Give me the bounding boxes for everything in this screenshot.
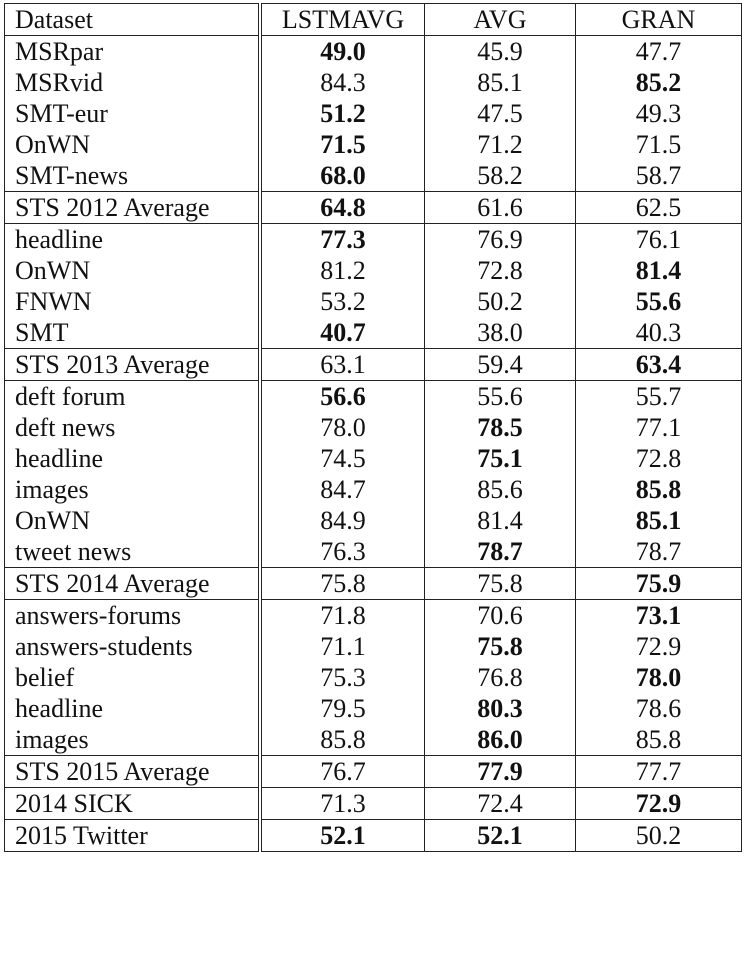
dataset-cell: OnWN [5,505,261,536]
lstmavg-score-cell: 85.8 [260,724,425,756]
header-avg: AVG [425,4,576,36]
dataset-cell: images [5,474,261,505]
dataset-cell: answers-forums [5,600,261,632]
gran-score-cell: 49.3 [576,98,742,129]
gran-score-cell: 85.8 [576,474,742,505]
gran-score-cell: 81.4 [576,255,742,286]
lstmavg-score-cell: 63.1 [260,349,425,381]
results-table [4,3,742,852]
avg-score-cell: 52.1 [425,820,576,852]
lstmavg-score-cell: 84.9 [260,505,425,536]
table-row [5,317,742,349]
gran-score-cell: 78.6 [576,693,742,724]
table-row [5,443,742,474]
gran-score-cell: 40.3 [576,317,742,349]
dataset-cell: MSRvid [5,67,261,98]
avg-score-cell: 75.8 [425,631,576,662]
dataset-cell: OnWN [5,255,261,286]
dataset-cell: MSRpar [5,36,261,68]
table-row [5,505,742,536]
table-row [5,98,742,129]
table-row [5,286,742,317]
table-row [5,756,742,788]
table-row [5,788,742,820]
lstmavg-score-cell: 74.5 [260,443,425,474]
avg-score-cell: 50.2 [425,286,576,317]
table-row [5,820,742,852]
table-row [5,474,742,505]
dataset-cell: images [5,724,261,756]
gran-score-cell: 71.5 [576,129,742,160]
gran-score-cell: 85.8 [576,724,742,756]
table-row [5,724,742,756]
avg-score-cell: 45.9 [425,36,576,68]
table-row [5,693,742,724]
gran-score-cell: 62.5 [576,192,742,224]
lstmavg-score-cell: 71.3 [260,788,425,820]
gran-score-cell: 76.1 [576,224,742,256]
gran-score-cell: 85.2 [576,67,742,98]
table-row [5,631,742,662]
lstmavg-score-cell: 71.1 [260,631,425,662]
table-row [5,160,742,192]
table-row [5,36,742,68]
avg-score-cell: 71.2 [425,129,576,160]
table-row [5,600,742,632]
lstmavg-score-cell: 84.7 [260,474,425,505]
lstmavg-score-cell: 71.8 [260,600,425,632]
table-row [5,129,742,160]
avg-score-cell: 85.1 [425,67,576,98]
avg-score-cell: 47.5 [425,98,576,129]
table-row [5,349,742,381]
dataset-cell: answers-students [5,631,261,662]
gran-score-cell: 72.9 [576,788,742,820]
dataset-cell: 2015 Twitter [5,820,261,852]
lstmavg-score-cell: 53.2 [260,286,425,317]
dataset-cell: SMT-news [5,160,261,192]
table-row [5,412,742,443]
avg-score-cell: 58.2 [425,160,576,192]
dataset-cell: STS 2012 Average [5,192,261,224]
gran-score-cell: 77.7 [576,756,742,788]
gran-score-cell: 72.8 [576,443,742,474]
table-row [5,255,742,286]
avg-score-cell: 72.4 [425,788,576,820]
lstmavg-score-cell: 77.3 [260,224,425,256]
lstmavg-score-cell: 81.2 [260,255,425,286]
dataset-cell: SMT [5,317,261,349]
header-gran: GRAN [576,4,742,36]
dataset-cell: headline [5,224,261,256]
lstmavg-score-cell: 79.5 [260,693,425,724]
gran-score-cell: 85.1 [576,505,742,536]
lstmavg-score-cell: 49.0 [260,36,425,68]
lstmavg-score-cell: 84.3 [260,67,425,98]
dataset-cell: deft news [5,412,261,443]
lstmavg-score-cell: 51.2 [260,98,425,129]
gran-score-cell: 55.6 [576,286,742,317]
avg-score-cell: 55.6 [425,381,576,413]
dataset-cell: STS 2015 Average [5,756,261,788]
gran-score-cell: 72.9 [576,631,742,662]
lstmavg-score-cell: 75.3 [260,662,425,693]
avg-score-cell: 75.8 [425,568,576,600]
gran-score-cell: 77.1 [576,412,742,443]
gran-score-cell: 50.2 [576,820,742,852]
table-row [5,662,742,693]
avg-score-cell: 70.6 [425,600,576,632]
dataset-cell: deft forum [5,381,261,413]
gran-score-cell: 47.7 [576,36,742,68]
dataset-cell: STS 2014 Average [5,568,261,600]
avg-score-cell: 78.5 [425,412,576,443]
avg-score-cell: 76.8 [425,662,576,693]
dataset-cell: 2014 SICK [5,788,261,820]
gran-score-cell: 75.9 [576,568,742,600]
header-row [5,4,742,36]
table-row [5,192,742,224]
avg-score-cell: 72.8 [425,255,576,286]
avg-score-cell: 81.4 [425,505,576,536]
gran-score-cell: 78.7 [576,536,742,568]
dataset-cell: tweet news [5,536,261,568]
lstmavg-score-cell: 64.8 [260,192,425,224]
table-row [5,67,742,98]
table-row [5,568,742,600]
dataset-cell: OnWN [5,129,261,160]
avg-score-cell: 75.1 [425,443,576,474]
avg-score-cell: 38.0 [425,317,576,349]
dataset-cell: SMT-eur [5,98,261,129]
table-row [5,381,742,413]
table-body [5,36,742,852]
avg-score-cell: 78.7 [425,536,576,568]
lstmavg-score-cell: 78.0 [260,412,425,443]
lstmavg-score-cell: 76.3 [260,536,425,568]
gran-score-cell: 78.0 [576,662,742,693]
avg-score-cell: 76.9 [425,224,576,256]
lstmavg-score-cell: 68.0 [260,160,425,192]
header-dataset: Dataset [5,4,261,36]
avg-score-cell: 80.3 [425,693,576,724]
lstmavg-score-cell: 52.1 [260,820,425,852]
lstmavg-score-cell: 56.6 [260,381,425,413]
avg-score-cell: 61.6 [425,192,576,224]
gran-score-cell: 55.7 [576,381,742,413]
lstmavg-score-cell: 75.8 [260,568,425,600]
avg-score-cell: 59.4 [425,349,576,381]
lstmavg-score-cell: 71.5 [260,129,425,160]
dataset-cell: FNWN [5,286,261,317]
table-row [5,536,742,568]
avg-score-cell: 77.9 [425,756,576,788]
gran-score-cell: 63.4 [576,349,742,381]
lstmavg-score-cell: 40.7 [260,317,425,349]
dataset-cell: STS 2013 Average [5,349,261,381]
gran-score-cell: 73.1 [576,600,742,632]
lstmavg-score-cell: 76.7 [260,756,425,788]
dataset-cell: belief [5,662,261,693]
avg-score-cell: 85.6 [425,474,576,505]
dataset-cell: headline [5,693,261,724]
gran-score-cell: 58.7 [576,160,742,192]
header-lstmavg: LSTMAVG [260,4,425,36]
avg-score-cell: 86.0 [425,724,576,756]
table-row [5,224,742,256]
dataset-cell: headline [5,443,261,474]
